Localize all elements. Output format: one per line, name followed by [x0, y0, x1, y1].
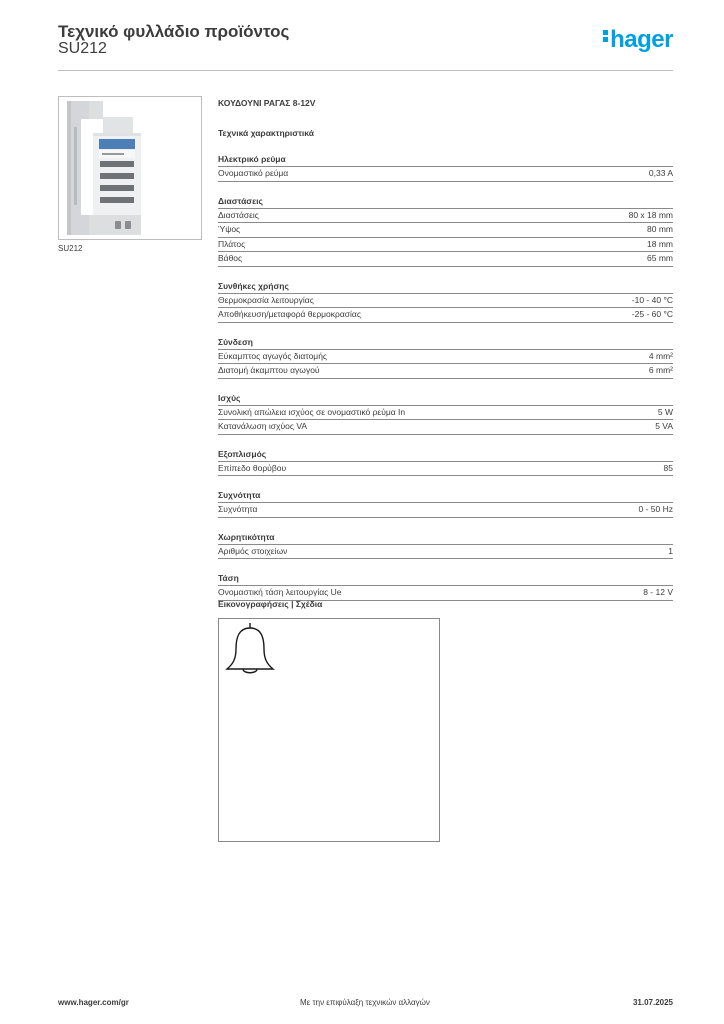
drawings-box [218, 618, 440, 842]
spec-label: Ονομαστικό ρεύμα [218, 168, 289, 178]
footer-date: 31.07.2025 [632, 998, 673, 1007]
spec-row [218, 308, 673, 323]
spec-label: Κατανάλωση ισχύος VA [218, 421, 308, 431]
spec-value: 4 mm² [648, 350, 673, 361]
product-image [58, 96, 202, 240]
spec-label: Αποθήκευση/μεταφορά θερμοκρασίας [218, 309, 361, 319]
spec-label: Διατομή άκαμπτου αγωγού [218, 365, 320, 375]
spec-value: 1 [668, 545, 673, 556]
spec-label: Διαστάσεις [218, 209, 259, 220]
spec-row [218, 503, 673, 518]
bell-symbol-icon [219, 619, 281, 681]
footer-website[interactable]: www.hager.com/gr [58, 998, 129, 1007]
spec-label: Συχνότητα [218, 504, 258, 514]
spec-value: -25 - 60 °C [631, 309, 673, 319]
spec-value: 0,33 A [648, 168, 673, 178]
spec-group-title: Χωρητικότητα [218, 531, 673, 545]
spec-label: Ονομαστική τάση λειτουργίας Ue [218, 587, 342, 597]
hager-logo [603, 28, 673, 52]
spec-group [218, 572, 673, 601]
footer-note: Με την επιφύλαξη τεχνικών αλλαγών [300, 998, 430, 1007]
spec-label: Αριθμός στοιχείων [218, 545, 288, 556]
spec-group [218, 448, 673, 477]
spec-value: 65 mm [647, 253, 673, 263]
logo-text: hager [610, 26, 673, 53]
spec-group [218, 195, 673, 267]
spec-group-title: Σύνδεση [218, 336, 673, 350]
spec-group [218, 392, 673, 435]
spec-group-title: Ηλεκτρικό ρεύμα [218, 153, 673, 167]
spec-label: Επίπεδο θορύβου [218, 462, 287, 473]
spec-value: 0 - 50 Hz [638, 504, 673, 514]
spec-row [218, 209, 673, 224]
product-name: ΚΟΥΔΟΥΝΙ ΡΑΓΑΣ 8-12V [218, 98, 316, 108]
drawings-heading: Εικονογραφήσεις | Σχέδια [218, 599, 323, 609]
spec-value: 5 VA [655, 421, 673, 431]
spec-row [218, 462, 673, 477]
page-header [58, 20, 673, 71]
spec-value: 80 mm [647, 224, 673, 234]
spec-group [218, 531, 673, 560]
spec-row [218, 167, 673, 182]
spec-value: 8 - 12 V [643, 587, 673, 597]
spec-value: 80 x 18 mm [628, 209, 673, 220]
spec-groups [218, 153, 673, 601]
spec-group [218, 280, 673, 323]
logo-dots-icon [603, 28, 608, 44]
specifications-heading: Τεχνικά χαρακτηριστικά [218, 128, 314, 138]
product-image-caption: SU212 [58, 244, 83, 253]
spec-group-title: Διαστάσεις [218, 195, 673, 209]
spec-group [218, 489, 673, 518]
spec-label: Πλάτος [218, 238, 246, 249]
spec-value: 6 mm² [648, 365, 673, 375]
spec-row [218, 364, 673, 379]
spec-row [218, 350, 673, 365]
spec-row [218, 545, 673, 560]
spec-row [218, 420, 673, 435]
din-rail-bell-module-icon [59, 97, 201, 239]
spec-value: 5 W [657, 406, 673, 417]
spec-label: Βάθος [218, 253, 243, 263]
spec-group-title: Τάση [218, 572, 673, 586]
spec-value: 85 [663, 462, 673, 473]
spec-group [218, 336, 673, 379]
spec-label: Συνολική απώλεια ισχύος σε ονομαστικό ρεύμα In [218, 406, 406, 417]
spec-group-title: Συχνότητα [218, 489, 673, 503]
spec-group [218, 153, 673, 182]
spec-group-title: Συνθήκες χρήσης [218, 280, 673, 294]
spec-row [218, 238, 673, 253]
spec-row [218, 252, 673, 267]
spec-value: -10 - 40 °C [631, 294, 673, 305]
spec-label: Ύψος [218, 224, 241, 234]
spec-group-title: Ισχύς [218, 392, 673, 406]
spec-value: 18 mm [647, 238, 673, 249]
spec-row [218, 223, 673, 238]
document-subtitle: SU212 [58, 40, 107, 57]
specifications-section [218, 96, 673, 601]
spec-row [218, 406, 673, 421]
spec-label: Θερμοκρασία λειτουργίας [218, 294, 314, 305]
spec-row [218, 294, 673, 309]
spec-label: Εύκαμπτος αγωγός διατομής [218, 350, 328, 361]
document-title: Τεχνικό φυλλάδιο προϊόντος [58, 22, 290, 41]
spec-group-title: Εξοπλισμός [218, 448, 673, 462]
